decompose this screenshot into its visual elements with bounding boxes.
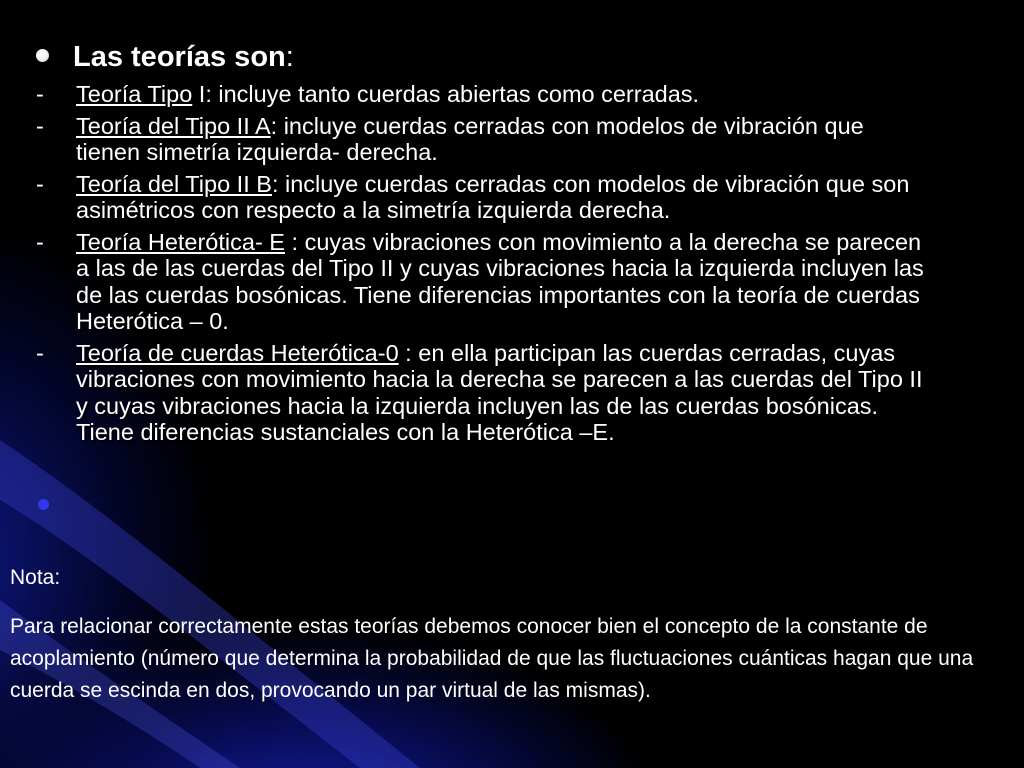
slide-heading	[36, 40, 294, 74]
item-description: : en ella participan las cuerdas cerradas, cuyas vibraciones con movimiento hacia la derecha se parecen a las cuerdas del Tipo II y cuyas vibraciones hacia la izquierda incluyen las de las cuerdas bosónicas. Tiene diferencias sustanciales con la Heterótica –E.	[76, 339, 923, 445]
item-description: : cuyas vibraciones con movimiento a la derecha se parecen a las de las cuerdas del Tipo II y cuyas vibraciones hacia la izquierda incluyen las de las cuerdas bosónicas. Tiene diferencias importantes con la teoría de cuerdas Heterótica – 0.	[76, 228, 924, 334]
list-item	[36, 171, 936, 224]
list-item	[36, 81, 936, 108]
bullet-icon	[38, 499, 49, 510]
item-text	[76, 171, 926, 224]
item-description: I: incluye tanto cuerdas abiertas como cerradas.	[192, 81, 700, 107]
item-label: Teoría del Tipo II B	[76, 170, 272, 197]
item-text	[76, 81, 926, 108]
dash-marker: -	[36, 339, 44, 366]
heading-title: Las teorías son	[73, 41, 286, 73]
list-item	[36, 229, 936, 335]
list-item	[36, 340, 936, 446]
item-text	[76, 113, 926, 166]
item-description: : incluye cuerdas cerradas con modelos de vibración que tienen simetría izquierda- derecha.	[76, 112, 864, 165]
heading-colon: :	[285, 41, 294, 73]
dash-marker: -	[36, 81, 44, 107]
item-label: Teoría del Tipo II A	[76, 112, 271, 139]
note-label: Nota:	[10, 566, 61, 589]
item-label: Teoría de cuerdas Heterótica-0	[76, 339, 399, 366]
item-label: Teoría Heterótica- E	[76, 228, 285, 255]
list-item	[36, 113, 936, 166]
theory-list	[36, 81, 936, 451]
bullet-icon	[36, 49, 49, 62]
dash-marker: -	[36, 112, 44, 139]
item-label: Teoría Tipo	[76, 81, 193, 107]
dash-marker: -	[36, 228, 44, 255]
note-body: Para relacionar correctamente estas teorías debemos conocer bien el concepto de la constante de acoplamiento (número que determina la probabilidad de que las fluctuaciones cuánticas hagan que una cuerda se escinda en dos, provocando un par virtual de las mismas).	[10, 615, 974, 702]
item-description: : incluye cuerdas cerradas con modelos de vibración que son asimétricos con respecto a la simetría izquierda derecha.	[76, 170, 910, 223]
dash-marker: -	[36, 170, 44, 197]
item-text	[76, 340, 926, 446]
item-text	[76, 229, 926, 335]
